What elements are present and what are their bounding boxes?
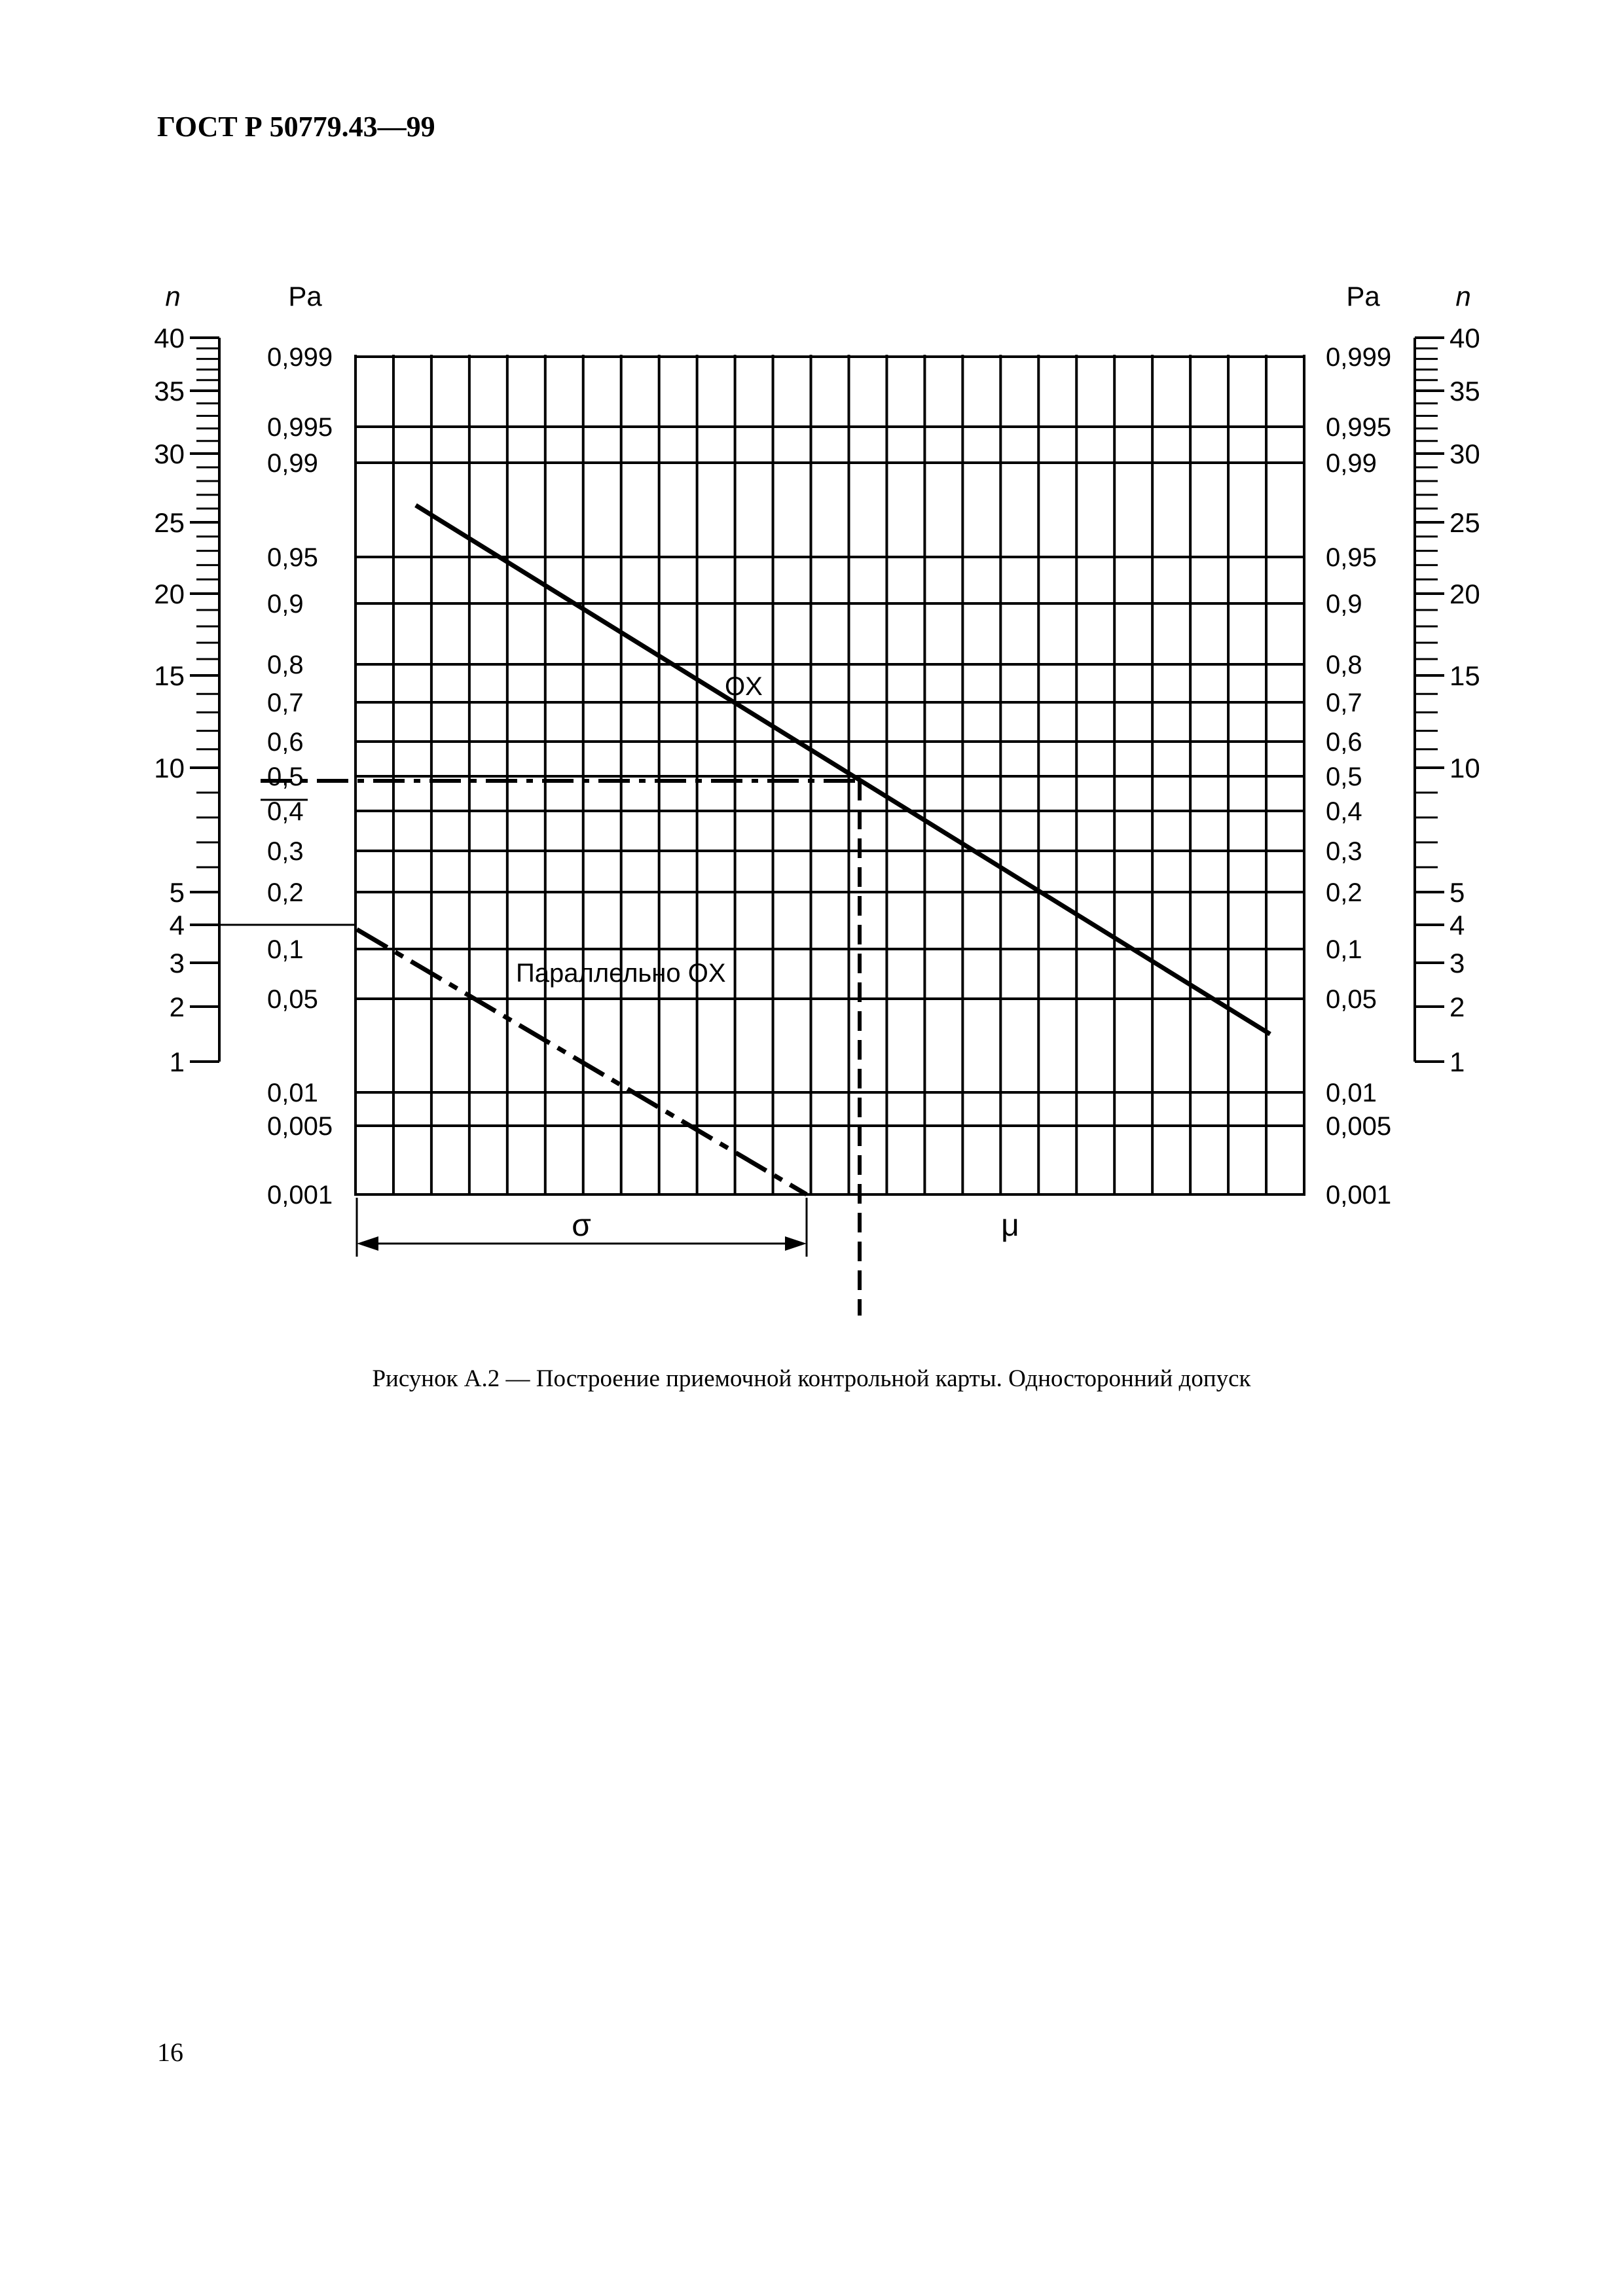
left-n-axis-title: n	[165, 281, 181, 312]
n-tick-label-right: 2	[1450, 992, 1465, 1022]
n-tick-label-left: 40	[154, 323, 185, 353]
n-tick-label-right: 3	[1450, 948, 1465, 978]
n-tick-label-left: 35	[154, 376, 185, 406]
right-pa-axis-title: Pa	[1346, 281, 1380, 312]
pa-tick-label-left: 0,995	[267, 413, 333, 442]
pa-tick-label-left: 0,7	[267, 689, 304, 717]
pa-tick-label-left: 0,3	[267, 837, 304, 866]
pa-tick-label-left: 0,999	[267, 343, 333, 372]
pa-tick-label-left: 0,1	[267, 935, 304, 964]
n-tick-label-right: 30	[1450, 439, 1480, 469]
pa-tick-label-left: 0,5	[267, 762, 304, 791]
n-tick-label-left: 20	[154, 579, 185, 609]
pa-tick-label-right: 0,05	[1326, 985, 1377, 1014]
pa-tick-label-left: 0,6	[267, 728, 304, 757]
pa-tick-label-left: 0,95	[267, 543, 318, 572]
left-pa-axis-title: Pa	[288, 281, 322, 312]
pa-tick-label-right: 0,4	[1326, 797, 1362, 826]
pa-tick-label-right: 0,5	[1326, 762, 1362, 791]
n-tick-label-right: 1	[1450, 1047, 1465, 1077]
figure-caption: Рисунок А.2 — Построение приемочной контрольной карты. Односторонний допуск	[372, 1365, 1251, 1392]
pa-tick-label-right: 0,005	[1326, 1112, 1392, 1141]
chart-grid	[356, 355, 1304, 1196]
n-tick-label-right: 25	[1450, 507, 1480, 538]
pa-tick-label-right: 0,995	[1326, 413, 1392, 442]
pa-tick-label-right: 0,8	[1326, 651, 1362, 679]
right-n-axis-title: n	[1455, 281, 1471, 312]
left-n-scale	[190, 338, 219, 1062]
pa-tick-label-right: 0,6	[1326, 728, 1362, 757]
n-tick-label-left: 4	[169, 910, 185, 941]
pa-tick-label-right: 0,95	[1326, 543, 1377, 572]
pa-tick-label-right: 0,999	[1326, 343, 1392, 372]
n-tick-label-left: 2	[169, 992, 185, 1022]
page-number: 16	[157, 2037, 183, 2067]
pa-tick-label-right: 0,99	[1326, 449, 1377, 478]
n-tick-label-left: 30	[154, 439, 185, 469]
n-tick-label-right: 4	[1450, 910, 1465, 941]
n-tick-label-right: 10	[1450, 753, 1480, 783]
n-tick-label-right: 20	[1450, 579, 1480, 609]
n-tick-label-right: 5	[1450, 877, 1465, 908]
pa-tick-label-left: 0,9	[267, 590, 304, 619]
pa-tick-label-right: 0,1	[1326, 935, 1362, 964]
pa-tick-label-left: 0,4	[267, 797, 304, 826]
ox-line-label: OX	[725, 672, 763, 701]
n-tick-label-left: 5	[169, 877, 185, 908]
pa-tick-label-left: 0,99	[267, 449, 318, 478]
pa-tick-label-left: 0,01	[267, 1079, 318, 1107]
pa-tick-label-right: 0,2	[1326, 878, 1362, 907]
document-header: ГОСТ Р 50779.43—99	[157, 111, 435, 143]
pa-tick-label-right: 0,9	[1326, 590, 1362, 619]
n-tick-label-left: 1	[169, 1047, 185, 1077]
pa-tick-label-left: 0,05	[267, 985, 318, 1014]
ox-line	[416, 505, 1270, 1034]
n-tick-label-left: 15	[154, 660, 185, 691]
pa-tick-label-right: 0,001	[1326, 1181, 1392, 1210]
n-tick-labels	[154, 323, 1480, 1077]
parallel-ox-label: Параллельно OX	[516, 959, 726, 988]
n-tick-label-left: 3	[169, 948, 185, 978]
pa-tick-label-left: 0,8	[267, 651, 304, 679]
n-tick-label-right: 35	[1450, 376, 1480, 406]
sigma-arrow-left	[357, 1236, 378, 1251]
pa-tick-label-right: 0,01	[1326, 1079, 1377, 1107]
sigma-label: σ	[572, 1208, 591, 1243]
n-tick-label-right: 40	[1450, 323, 1480, 353]
pa-tick-label-left: 0,2	[267, 878, 304, 907]
pa-tick-label-right: 0,3	[1326, 837, 1362, 866]
axis-titles	[165, 281, 1470, 312]
n-tick-label-left: 25	[154, 507, 185, 538]
mu-label: μ	[1001, 1208, 1019, 1243]
pa-tick-label-right: 0,7	[1326, 689, 1362, 717]
sigma-arrow-right	[785, 1236, 807, 1251]
pa-tick-label-left: 0,005	[267, 1112, 333, 1141]
n-tick-label-right: 15	[1450, 660, 1480, 691]
pa-tick-label-left: 0,001	[267, 1181, 333, 1210]
right-n-scale	[1415, 338, 1444, 1062]
n-tick-label-left: 10	[154, 753, 185, 783]
